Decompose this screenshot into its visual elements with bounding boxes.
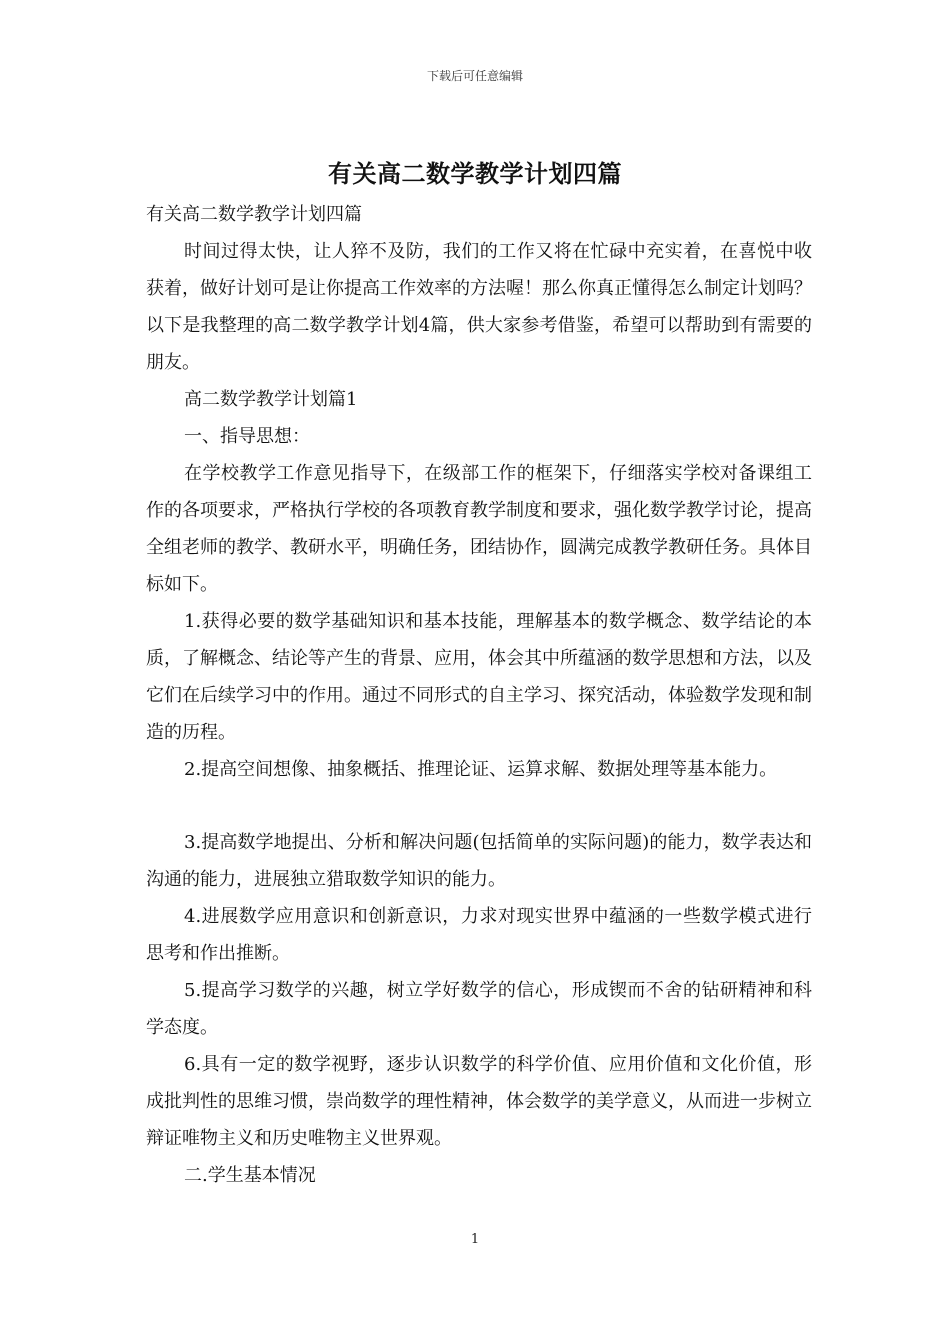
goal-item-1: 1.获得必要的数学基础知识和基本技能，理解基本的数学概念、数学结论的本质，了解概念、结论等产生的背景、应用，体会其中所蕴涵的数学思想和方法，以及它们在后续学习中的作用。通过不同形式的自主学习、探究活动，体验数学发现和制造的历程。	[146, 611, 812, 743]
header-note: 下载后可任意编辑	[426, 69, 523, 83]
subtitle-paragraph: 有关高二数学教学计划四篇	[146, 204, 362, 225]
section-heading-plan-1: 高二数学教学计划篇1	[184, 389, 358, 410]
section-heading-student-situation: 二.学生基本情况	[184, 1165, 316, 1186]
goal-item-4: 4.进展数学应用意识和创新意识，力求对现实世界中蕴涵的一些数学模式进行思考和作出推断。	[146, 906, 812, 964]
document-title: 有关高二数学教学计划四篇	[328, 159, 622, 188]
intro-paragraph: 时间过得太快，让人猝不及防，我们的工作又将在忙碌中充实着，在喜悦中收获着，做好计划可是让你提高工作效率的方法喔！那么你真正懂得怎么制定计划吗？以下是我整理的高二数学教学计划4篇，供大家参考借鉴，希望可以帮助到有需要的朋友。	[146, 241, 812, 373]
goal-item-6: 6.具有一定的数学视野，逐步认识数学的科学价值、应用价值和文化价值，形成批判性的思维习惯，崇尚数学的理性精神，体会数学的美学意义，从而进一步树立辩证唯物主义和历史唯物主义世界观。	[146, 1054, 812, 1149]
guiding-thought-paragraph: 在学校教学工作意见指导下，在级部工作的框架下，仔细落实学校对备课组工作的各项要求，严格执行学校的各项教育教学制度和要求，强化数学教学讨论，提高全组老师的教学、教研水平，明确任务，团结协作，圆满完成教学教研任务。具体目标如下。	[146, 463, 812, 595]
section-heading-guiding-thought: 一、指导思想：	[184, 426, 310, 447]
goal-item-2: 2.提高空间想像、抽象概括、推理论证、运算求解、数据处理等基本能力。	[184, 759, 778, 780]
document-body	[146, 196, 812, 1194]
page-number: 1	[470, 1232, 480, 1247]
goal-item-5: 5.提高学习数学的兴趣，树立学好数学的信心，形成锲而不舍的钻研精神和科学态度。	[146, 980, 812, 1038]
goal-item-3: 3.提高数学地提出、分析和解决问题(包括简单的实际问题)的能力，数学表达和沟通的能力，进展独立猎取数学知识的能力。	[146, 832, 812, 890]
